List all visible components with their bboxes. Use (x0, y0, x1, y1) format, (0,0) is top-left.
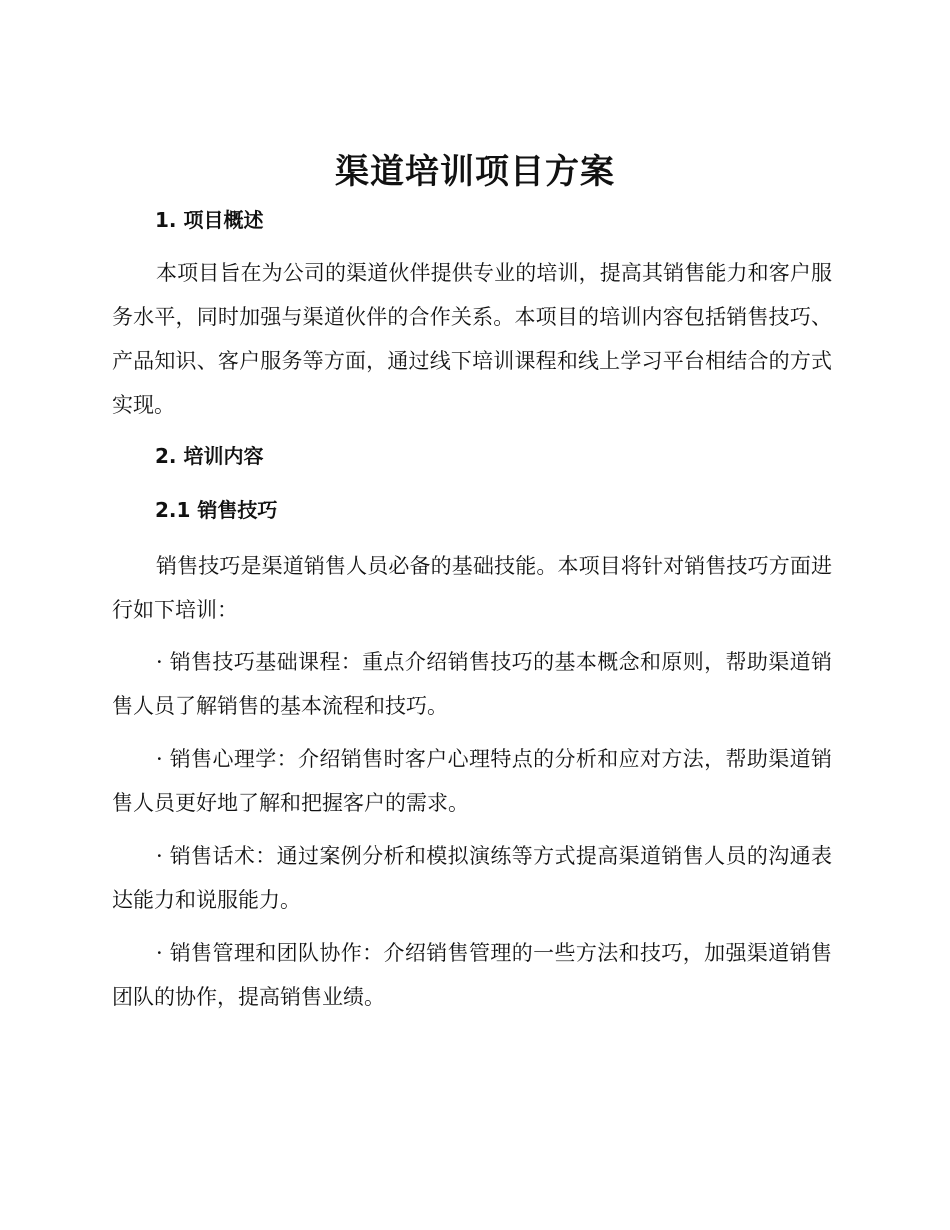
bullet-item-sales-scripts: · 销售话术：通过案例分析和模拟演练等方式提高渠道销售人员的沟通表达能力和说服能力。 (112, 844, 832, 912)
bullet-item-sales-management: · 销售管理和团队协作：介绍销售管理的一些方法和技巧，加强渠道销售团队的协作，提高销售业绩。 (112, 941, 832, 1009)
overview-paragraph: 本项目旨在为公司的渠道伙伴提供专业的培训，提高其销售能力和客户服务水平，同时加强与渠道伙伴的合作关系。本项目的培训内容包括销售技巧、产品知识、客户服务等方面，通过线下培训课程和线上学习平台相结合的方式实现。 (112, 261, 832, 417)
document-title: 渠道培训项目方案 (335, 152, 615, 192)
section-heading-training-content: 2. 培训内容 (155, 444, 264, 468)
sales-skills-intro-paragraph: 销售技巧是渠道销售人员必备的基础技能。本项目将针对销售技巧方面进行如下培训： (112, 554, 832, 622)
bullet-item-basic-course: · 销售技巧基础课程：重点介绍销售技巧的基本概念和原则，帮助渠道销售人员了解销售的基本流程和技巧。 (112, 650, 832, 718)
subsection-heading-sales-skills: 2.1 销售技巧 (155, 498, 278, 522)
section-heading-overview: 1. 项目概述 (155, 208, 264, 232)
bullet-item-sales-psychology: · 销售心理学：介绍销售时客户心理特点的分析和应对方法，帮助渠道销售人员更好地了解和把握客户的需求。 (112, 747, 832, 815)
